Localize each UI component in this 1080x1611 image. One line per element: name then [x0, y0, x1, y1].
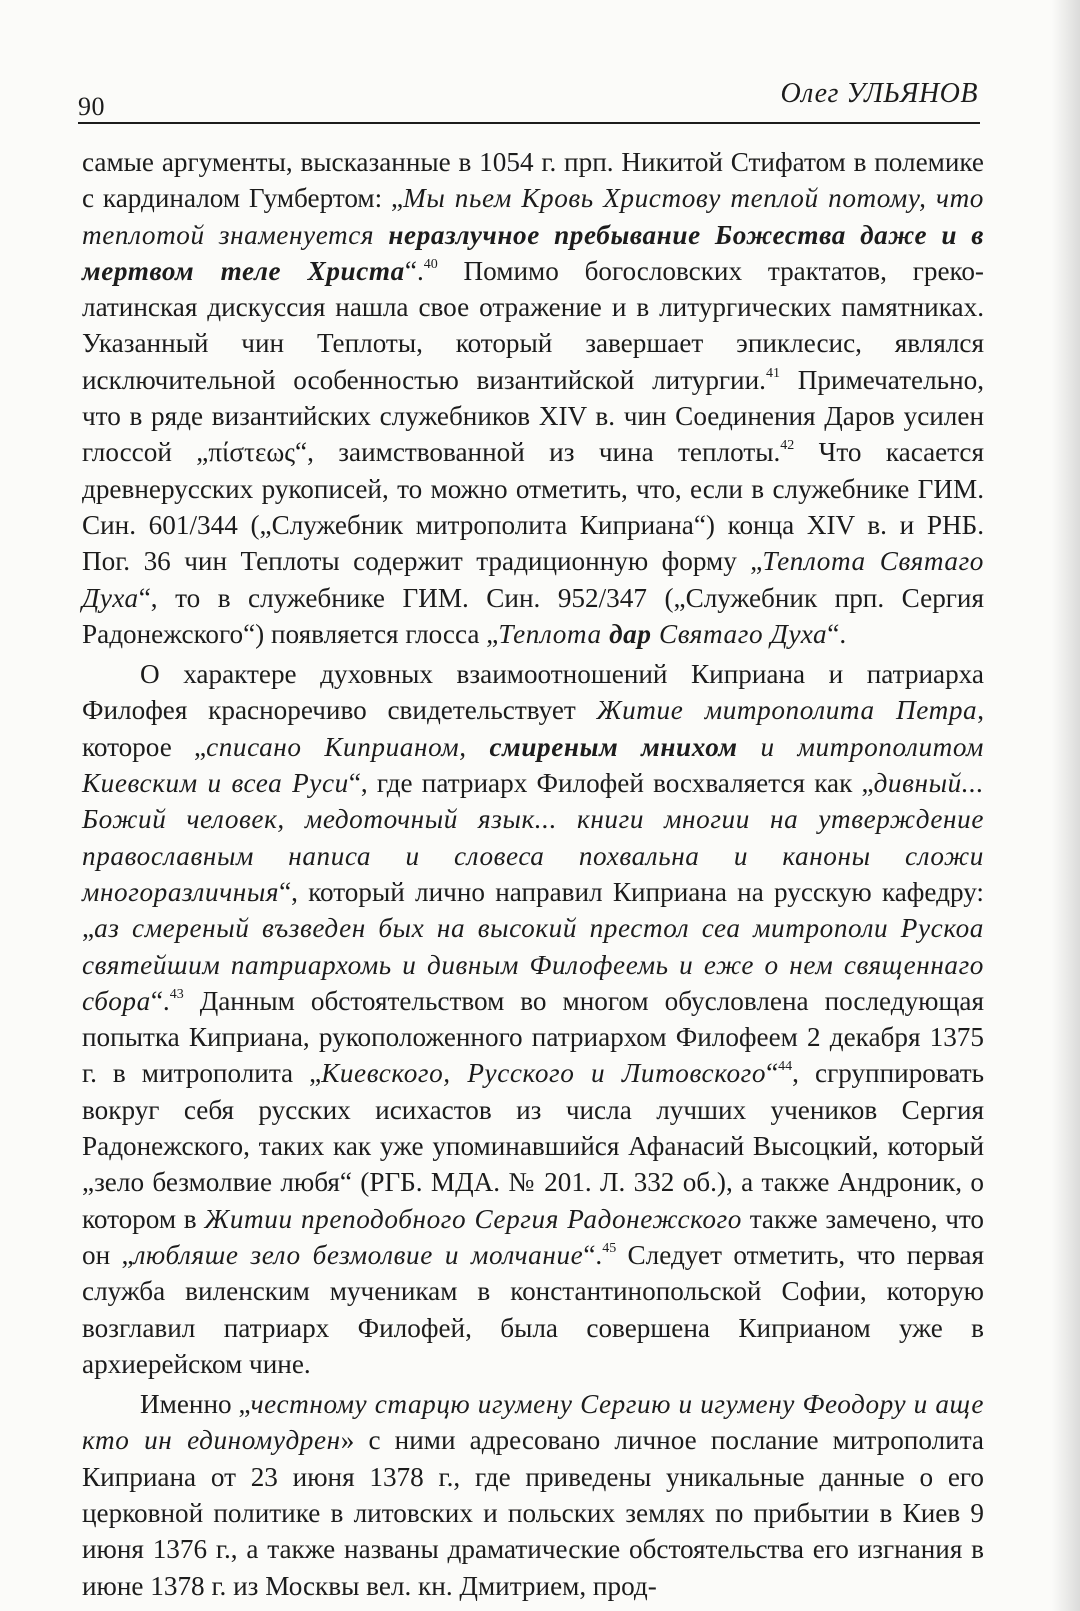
italic-quote: Теплота Святаго Духа [82, 546, 984, 613]
text-run: “. [150, 985, 170, 1016]
header-rule [78, 122, 980, 124]
text-run: Данным обстоятельством во многом обусловлена последующая попытка Киприана, рукоположенного патриархом Филофеем 2 декабря 1375 г. в митрополита „ [82, 985, 984, 1089]
text-run: Что касается древнерусских рукописей, то можно отметить, что, если в служебнике ГИМ. Син. 601/344 („Служебник митрополита Киприана“) конца XIV в. и РНБ. Пог. 36 чин Теплоты содержит традиционную форму „ [82, 437, 985, 577]
text-run: также замечено, что он „ [82, 1203, 985, 1270]
italic-quote: дивный... Божий человек, медоточный язык... книги многии на утверждение православным написа и словеса похвальна и каноны сложи многоразличныя [82, 768, 984, 907]
italic-quote: Мы пьем Кровь Христову теплой потому, что теплотой знаменуется [82, 183, 984, 250]
text-run: , сгруппировать вокруг себя русских исихастов из числа лучших учеников Сергия Радонежского, таких как уже упоминавшийся Афанасий Высоцкий, который „зело безмолвие любя“ (РГБ. МДА. № 201. Л. 332 об.), а также Андроник, о котором в [82, 1058, 985, 1234]
italic-title: Житие митрополита Петра [596, 695, 978, 726]
paragraph-3 [82, 1386, 984, 1604]
footnote-ref-43[interactable]: 43 [169, 986, 184, 1002]
text-run: Примечательно, что в ряде византийских служебников XIV в. чин Соединения Даров усилен глоссой „πίστεως“, заимствованной из чина теплоты. [82, 364, 985, 468]
text-run: “ [766, 1058, 779, 1089]
text-run: “. [404, 255, 424, 286]
text-run: О характере духовных взаимоотношений Киприана и патриарха Филофея красноречиво свидетельствует [82, 659, 984, 726]
text-run: Следует отметить, что первая служба виленским мученикам в константинопольской Софии, которую возглавил патриарх Филофей, была совершена Киприаном уже в архиерейском чине. [82, 1239, 984, 1379]
paragraph-2 [82, 656, 984, 1382]
footnote-ref-40[interactable]: 40 [423, 256, 438, 272]
text-run: “, который лично направил Киприана на русскую кафедру: „ [82, 876, 984, 944]
text-run: “. [827, 618, 847, 649]
text-run: “, то в служебнике ГИМ. Син. 952/347 („Служебник прп. Сергия Радонежского“) появляется глосса „ [82, 582, 984, 649]
italic-quote: честному старцю игумену Сергию и игумену Феодору и аще кто ин единомудрен [82, 1389, 984, 1456]
bold-italic-quote: дар [609, 618, 652, 649]
body-text [82, 144, 984, 1604]
italic-quote: Святаго Духа [651, 618, 828, 649]
footnote-ref-45[interactable]: 45 [602, 1240, 617, 1256]
text-run: “, где патриарх Филофей восхваляется как „ [348, 768, 874, 799]
page-edge-shadow [1052, 0, 1080, 1611]
footnote-ref-42[interactable]: 42 [780, 438, 795, 454]
text-run: Именно „ [140, 1389, 251, 1420]
bold-italic-quote: неразлучное пребывание Божества даже и в мертвом теле Христа [82, 219, 984, 286]
italic-quote: аз смереный възведен бых на высокий престол сеа митрополи Рускоа святейшим патриархомь и дивным Филофеемь и еже о нем священнаго сбора [82, 913, 984, 1016]
italic-quote: Теплота [498, 618, 610, 649]
text-run: , которое „ [82, 695, 985, 762]
italic-quote: и митрополитом Киевским и всеа Руси [82, 731, 984, 799]
text-run: » с ними адресовано личное послание митрополита Киприана от 23 июня 1378 г., где приведены уникальные данные о его церковной политике в литовских и польских землях по прибытии в Киев 9 июня 1376 г., а также названы драматические обстоятельства его изгнания в июне 1378 г. из Москвы вел. кн. Дмитрием, прод- [82, 1425, 984, 1601]
paragraph-1 [82, 144, 984, 652]
page-number: 90 [78, 92, 105, 121]
italic-title: Житии преподобного Сергия Радонежского [204, 1203, 742, 1234]
text-run: Помимо богословских трактатов, греко-латинская дискуссия нашла свое отражение и в литургических памятниках. Указанный чин Теплоты, который завершает эпиклесис, являлся исключительной особенностью византийской литургии. [82, 255, 984, 395]
bold-italic-quote: смиреным мнихом [489, 731, 738, 762]
italic-quote: любляше зело безмолвие и молчание [133, 1239, 584, 1270]
running-head: Олег УЛЬЯНОВ [780, 78, 978, 109]
footnote-ref-44[interactable]: 44 [778, 1059, 793, 1075]
italic-quote: Киевского, Русского и Литовского [321, 1058, 767, 1089]
text-run: “. [583, 1239, 603, 1270]
page-header [78, 78, 980, 128]
text-run: самые аргументы, высказанные в 1054 г. прп. Никитой Стифатом в полемике с кардиналом Гумбертом: „ [82, 147, 984, 214]
italic-quote: списано Киприаном, [206, 731, 490, 762]
footnote-ref-41[interactable]: 41 [765, 365, 780, 381]
